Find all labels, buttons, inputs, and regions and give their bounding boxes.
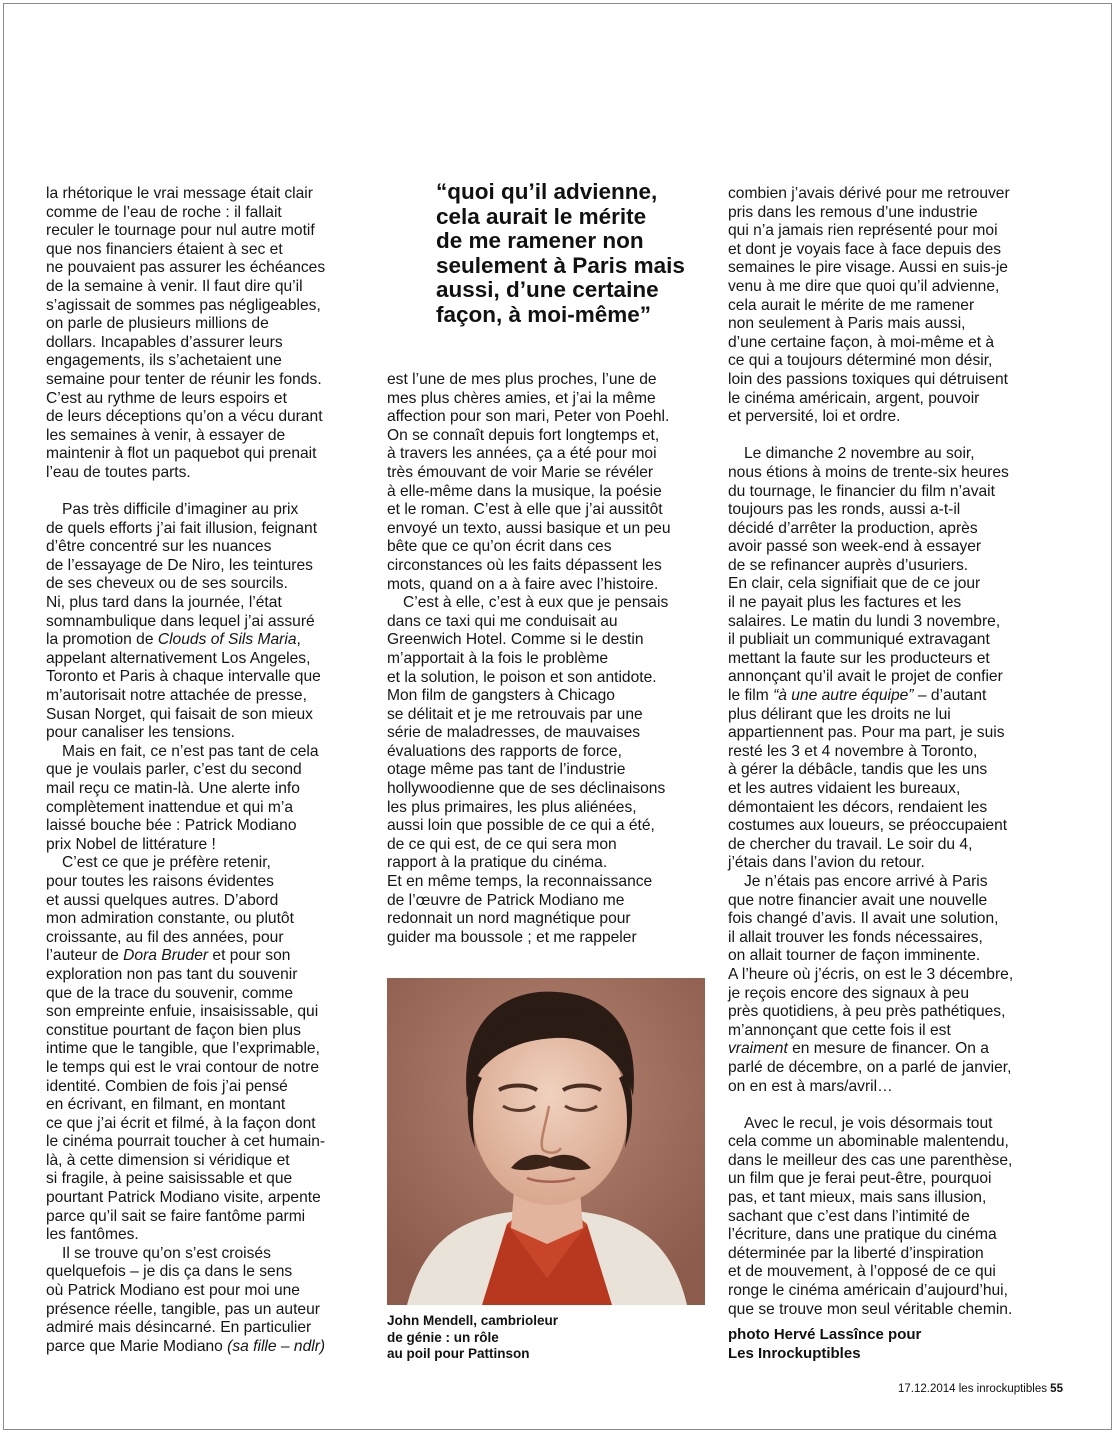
text-line: cela aurait le mérite de me ramener: [728, 296, 975, 314]
text-line: pris dans les remous d’une industrie: [728, 203, 978, 221]
text-line: Je n’étais pas encore arrivé à Paris: [744, 872, 988, 890]
text-line: croissante, au fil des années, pour: [46, 928, 284, 946]
text-line: Pas très difficile d’imaginer au prix: [62, 501, 299, 519]
text-line: engagements, ils s’achetaient une: [46, 352, 282, 370]
text-line: mettant la faute sur les producteurs et: [728, 649, 990, 667]
text-line: ronge le cinéma américain d’aujourd’hui,: [728, 1282, 1008, 1300]
text-line: Ni, plus tard dans la journée, l’état: [46, 594, 282, 612]
text-line: d’une certaine façon, à moi-même et à: [728, 333, 995, 351]
text-line: [46, 947, 376, 966]
text-line: d’être concentré sur les nuances: [46, 538, 272, 556]
text-segment: l’auteur de: [46, 947, 124, 965]
text-line: Le dimanche 2 novembre au soir,: [744, 445, 975, 463]
text-line: l’eau de toutes parts.: [46, 463, 191, 481]
text-line: identité. Combien de fois j’ai pensé: [46, 1077, 288, 1095]
text-line: constitue pourtant de façon bien plus: [46, 1021, 301, 1039]
text-line: parlé de décembre, on a parlé de janvier,: [728, 1058, 1012, 1076]
text-line: appelant alternativement Los Angeles,: [46, 649, 311, 667]
text-line: rapport à la pratique du cinéma.: [387, 854, 608, 872]
text-line: non seulement à Paris mais aussi,: [728, 315, 966, 333]
text-line: de quels efforts j’ai fait illusion, feignant: [46, 519, 318, 537]
paragraph-gap: [46, 483, 376, 502]
text-line: comme de l’eau de roche : il fallait: [46, 203, 282, 221]
text-line: combien j’avais dérivé pour me retrouver: [728, 185, 1010, 202]
text-segment: le film: [728, 687, 774, 705]
pull-quote-line: façon, à moi-même”: [436, 301, 652, 327]
text-line: décidé d’arrêter la production, après: [728, 519, 978, 537]
caption-line: de génie : un rôle: [387, 1329, 499, 1345]
text-line: de la semaine à venir. Il faut dire qu’il: [46, 277, 303, 295]
text-line: C’est ce que je préfère retenir,: [62, 854, 271, 872]
text-line: de ce qui est, de ce qui sera mon: [387, 835, 617, 853]
text-line: C’est à elle, c’est à eux que je pensais: [403, 594, 669, 612]
text-line: envoyé un texto, aussi basique et un peu: [387, 519, 671, 537]
text-line: de ses cheveux ou de ses sourcils.: [46, 575, 288, 593]
text-line: qui n’a jamais rien représenté pour moi: [728, 222, 998, 240]
text-line: toujours pas les ronds, aussi a-t-il: [728, 501, 961, 519]
pull-quote-line: aussi, d’une certaine: [436, 277, 659, 303]
text-line: mes plus chères amies, et j’ai la même: [387, 389, 656, 407]
text-line: là, à cette dimension si véridique et: [46, 1151, 290, 1169]
text-line: pour toutes les raisons évidentes: [46, 872, 274, 890]
text-line: à elle-même dans la musique, la poésie: [387, 482, 662, 500]
pull-quote-line: cela aurait le mérite: [436, 203, 647, 229]
text-line: j’étais dans l’avion du retour.: [728, 854, 925, 872]
text-line: somnambulique dans lequel j’ai assuré: [46, 612, 315, 630]
text-line: plus délirant que les droits ne lui: [728, 705, 951, 723]
text-line: son empreinte enfuie, insaisissable, qui: [46, 1003, 319, 1021]
italic-text: “à une autre équipe”: [773, 687, 914, 705]
text-line: costumes aux loueurs, se préoccupaient: [728, 817, 1008, 835]
text-line: mon admiration constante, ou plutôt: [46, 910, 294, 928]
text-line: Et en même temps, la reconnaissance: [387, 873, 653, 891]
text-line: le cinéma américain, argent, pouvoir: [728, 389, 980, 407]
text-line: m’annonçant que cette fois il est: [728, 1021, 951, 1039]
text-line: aussi loin que possible de ce qui a été,: [387, 817, 655, 835]
text-line: se délitait et je me retrouvais par une: [387, 705, 643, 723]
text-line: laissé bouche bée : Patrick Modiano: [46, 817, 297, 835]
text-line: Mon film de gangsters à Chicago: [387, 687, 615, 705]
text-line: et le roman. C’est à elle que j’ai aussitôt: [387, 501, 663, 519]
text-line: exploration non pas tant du souvenir: [46, 965, 298, 983]
text-line: appartiennent pas. Pour ma part, je suis: [728, 724, 1005, 742]
text-line: le cinéma pourrait toucher à cet humain-: [46, 1133, 326, 1151]
italic-text: vraiment: [728, 1040, 788, 1058]
text-line: les plus primaires, les plus aliénées,: [387, 798, 637, 816]
text-line: que notre financier avait une nouvelle: [728, 891, 988, 909]
text-line: en écrivant, en filmant, en montant: [46, 1096, 286, 1114]
text-line: je reçois encore des signaux à peu: [728, 984, 969, 1002]
text-line: que nos financiers étaient à sec et: [46, 240, 283, 258]
text-line: du tournage, le financier du film n’avait: [728, 482, 995, 500]
text-line: redonnait un nord magnétique pour: [387, 910, 631, 928]
text-line: cela comme un abominable malentendu,: [728, 1133, 1009, 1151]
text-line: Susan Norget, qui faisait de son mieux: [46, 705, 313, 723]
photo-credit: [728, 1325, 1028, 1363]
text-line: circonstances où les faits dépassent les: [387, 556, 662, 574]
italic-text: Dora Bruder: [123, 947, 209, 965]
text-line: bête que ce qu’on écrit dans ces: [387, 538, 612, 556]
text-line: que de la trace du souvenir, comme: [46, 984, 294, 1002]
text-line: resté les 3 et 4 novembre à Toronto,: [728, 742, 978, 760]
paragraph-gap: [728, 427, 1068, 446]
text-line: évaluations des rapports de force,: [387, 742, 622, 760]
text-line: dans le meilleur des cas une parenthèse,: [728, 1151, 1013, 1169]
text-line: de chercher du travail. Le soir du 4,: [728, 835, 973, 853]
folio-page-number: 55: [1050, 1383, 1063, 1395]
text-line: pas, et tant mieux, mais sans illusion,: [728, 1189, 987, 1207]
text-line: est l’une de mes plus proches, l’une de: [387, 371, 657, 388]
text-line: hollywoodienne que de ses déclinaisons: [387, 780, 666, 798]
text-line: Toronto et Paris à chaque intervalle que: [46, 668, 321, 686]
text-line: pour canaliser les tensions.: [46, 724, 235, 742]
text-line: à gérer la débâcle, tandis que les uns: [728, 761, 988, 779]
text-line: où Patrick Modiano est pour moi une: [46, 1282, 300, 1300]
text-line: quelquefois – je dis ça dans le sens: [46, 1263, 293, 1281]
text-line: parce qu’il sait se faire fantôme parmi: [46, 1207, 306, 1225]
text-line: que je voulais parler, c’est du second: [46, 761, 302, 779]
text-segment: en mesure de financer. On a: [787, 1040, 989, 1058]
italic-text: (sa fille – ndlr): [227, 1337, 326, 1355]
text-line: l’écriture, dans une pratique du cinéma: [728, 1226, 997, 1244]
text-line: dollars. Incapables d’assurer leurs: [46, 333, 283, 351]
text-line: très émouvant de voir Marie se révéler: [387, 463, 654, 481]
text-line: Il se trouve qu’on s’est croisés: [62, 1244, 271, 1262]
text-line: [728, 687, 1068, 706]
text-line: maintenir à flot un paquebot qui prenait: [46, 445, 317, 463]
text-line: salaires. Le matin du lundi 3 novembre,: [728, 612, 1001, 630]
text-line: A l’heure où j’écris, on est le 3 décembre,: [728, 965, 1014, 983]
caption-line: John Mendell, cambrioleur: [387, 1313, 559, 1328]
text-line: et aussi quelques autres. D’abord: [46, 891, 279, 909]
text-line: annonçant qu’il avait le projet de confier: [728, 668, 1003, 686]
text-line: [728, 1040, 1068, 1059]
text-line: et de mouvement, à l’opposé de ce qui: [728, 1263, 996, 1281]
text-line: il allait trouver les fonds nécessaires,: [728, 928, 983, 946]
text-line: pourtant Patrick Modiano visite, arpente: [46, 1189, 321, 1207]
text-line: ce que j’ai écrit et filmé, à la façon dont: [46, 1114, 316, 1132]
text-line: les fantômes.: [46, 1226, 139, 1244]
text-line: on en est à mars/avril…: [728, 1077, 893, 1095]
text-line: on parle de plusieurs millions de: [46, 315, 269, 333]
text-segment: et pour son: [208, 947, 291, 965]
text-line: un film que je ferai peut-être, pourquoi: [728, 1170, 992, 1188]
text-line: admiré mais désincarné. En particulier: [46, 1319, 312, 1337]
article-column-2: [387, 371, 717, 947]
text-line: s’agissait de sommes pas négligeables,: [46, 296, 321, 314]
photo-caption: [387, 1313, 707, 1363]
text-line: ne pouvaient pas assurer les échéances: [46, 259, 326, 277]
text-line: de l’œuvre de Patrick Modiano me: [387, 891, 625, 909]
text-line: si fragile, à peine saisissable et que: [46, 1170, 293, 1188]
portrait-illustration: [387, 978, 705, 1305]
text-line: loin des passions toxiques qui détruisent: [728, 370, 1008, 388]
text-line: semaines le pire visage. Aussi en suis-je: [728, 259, 1008, 277]
pull-quote: [436, 180, 721, 328]
text-line: de se refinancer auprès d’usuriers.: [728, 556, 969, 574]
article-column-1: [46, 185, 376, 1356]
text-line: En clair, cela signifiait que de ce jour: [728, 575, 981, 593]
text-line: sachant que c’est dans l’intimité de: [728, 1207, 970, 1225]
pull-quote-line: “quoi qu’il advienne,: [436, 179, 658, 204]
text-line: que se trouve mon seul véritable chemin.: [728, 1300, 1013, 1318]
credit-line: Les Inrockuptibles: [728, 1345, 861, 1362]
text-line: Mais en fait, ce n’est pas tant de cela: [62, 742, 319, 760]
text-line: fois changé d’avis. Il avait une solution,: [728, 910, 999, 928]
text-line: la rhétorique le vrai message était clair: [46, 185, 313, 202]
text-line: avoir passé son week-end à essayer: [728, 538, 982, 556]
text-line: démontaient les décors, rendaient les: [728, 798, 988, 816]
portrait-photo: [387, 978, 705, 1305]
text-segment: ,: [296, 631, 301, 649]
paragraph-gap: [728, 1096, 1068, 1115]
article-column-3: [728, 185, 1068, 1319]
text-line: otage même pas tant de l’industrie: [387, 761, 626, 779]
text-line: [46, 1338, 376, 1357]
text-line: et perversité, loi et ordre.: [728, 408, 901, 426]
text-line: et les autres vidaient les bureaux,: [728, 780, 961, 797]
text-line: mail reçu ce matin-là. Une alerte info: [46, 780, 300, 797]
page-folio: [898, 1383, 1063, 1395]
credit-line: photo Hervé Lassînce pour: [728, 1326, 922, 1343]
pull-quote-line: de me ramener non: [436, 228, 644, 254]
text-line: nous étions à moins de trente-six heures: [728, 463, 1009, 481]
text-line: guider ma boussole ; et me rappeler: [387, 928, 637, 946]
text-line: série de maladresses, de mauvaises: [387, 724, 641, 742]
text-line: de l’essayage de De Niro, les teintures: [46, 556, 313, 574]
text-line: il ne payait plus les factures et les: [728, 594, 962, 612]
text-line: présence réelle, tangible, pas un auteur: [46, 1300, 320, 1318]
text-line: C’est au rythme de leurs espoirs et: [46, 389, 287, 407]
text-line: les semaines à venir, à essayer de: [46, 426, 286, 444]
text-line: m’apportait à la fois le problème: [387, 649, 609, 667]
text-line: [46, 631, 376, 650]
caption-line: au poil pour Pattinson: [387, 1346, 530, 1361]
text-line: mots, quand on a à faire avec l’histoire.: [387, 575, 659, 593]
text-line: venu à me dire que quoi qu’il advienne,: [728, 277, 1000, 295]
text-line: ce qui a toujours déterminé mon désir,: [728, 352, 993, 370]
text-line: et dont je voyais face à face depuis des: [728, 240, 1002, 258]
text-line: près quotidiens, à peu près pathétiques,: [728, 1003, 1006, 1021]
pull-quote-line: seulement à Paris mais: [436, 252, 685, 278]
folio-date-magazine: 17.12.2014 les inrockuptibles: [898, 1383, 1047, 1395]
text-line: le temps qui est le vrai contour de notre: [46, 1058, 320, 1076]
text-line: Greenwich Hotel. Comme si le destin: [387, 631, 644, 649]
text-line: m’autorisait notre attachée de presse,: [46, 687, 307, 705]
text-line: On se connaît depuis fort longtemps et,: [387, 426, 660, 444]
text-segment: parce que Marie Modiano: [46, 1337, 228, 1355]
text-line: reculer le tournage pour nul autre motif: [46, 222, 315, 240]
text-line: affection pour son mari, Peter von Poehl.: [387, 408, 670, 426]
text-line: dans ce taxi qui me conduisait au: [387, 612, 618, 630]
text-line: prix Nobel de littérature !: [46, 835, 216, 853]
text-line: à travers les années, ça a été pour moi: [387, 445, 657, 463]
text-line: Avec le recul, je vois désormais tout: [744, 1114, 993, 1132]
text-line: de leurs déceptions qu’on a vécu durant: [46, 408, 323, 426]
text-line: complètement inattendue et qui m’a: [46, 798, 294, 816]
text-segment: – d’autant: [913, 687, 987, 705]
text-line: intime que le tangible, que l’exprimable,: [46, 1040, 320, 1058]
text-line: on allait tourner de façon imminente.: [728, 947, 981, 965]
text-line: il publiait un communiqué extravagant: [728, 631, 990, 649]
text-line: semaine pour tenter de réunir les fonds.: [46, 370, 322, 388]
text-line: et la solution, le poison et son antidote.: [387, 668, 657, 686]
text-segment: la promotion de: [46, 631, 158, 649]
text-line: déterminée par la liberté d’inspiration: [728, 1244, 984, 1262]
italic-text: Clouds of Sils Maria: [157, 631, 297, 649]
